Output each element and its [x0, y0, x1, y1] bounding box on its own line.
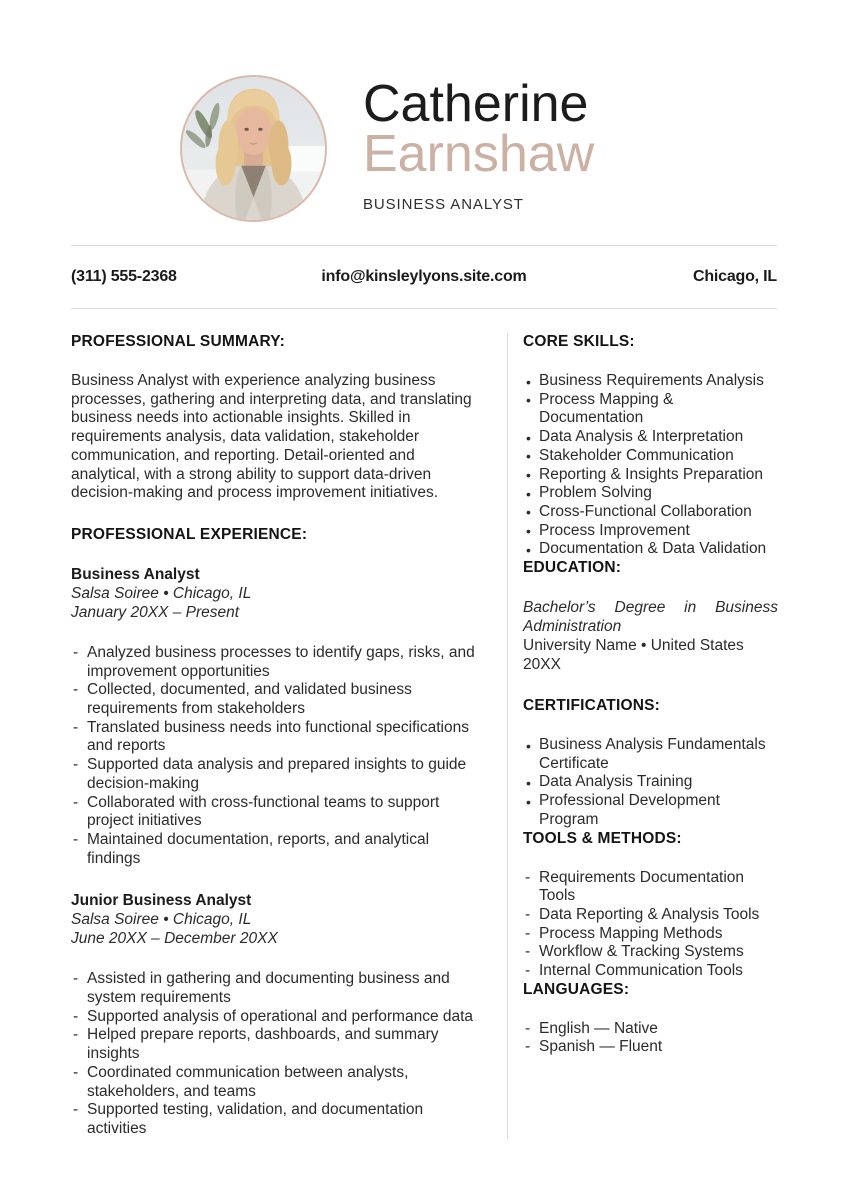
- left-column: [71, 333, 475, 1139]
- certification-item: • Business Analysis Fundamentals Certificate: [523, 736, 778, 773]
- tool-item: - Workflow & Tracking Systems: [523, 943, 778, 962]
- main-content: [71, 309, 778, 1139]
- summary-heading: PROFESSIONAL SUMMARY:: [71, 333, 286, 350]
- education-year: 20XX: [523, 656, 561, 674]
- right-column: [507, 333, 778, 1139]
- core-skills-heading: CORE SKILLS:: [523, 333, 635, 350]
- last-name: Earnshaw: [363, 125, 595, 183]
- job-entry-2: [71, 891, 475, 1138]
- job-bullet: - Maintained documentation, reports, and analytical findings: [71, 831, 475, 868]
- job-bullet: - Helped prepare reports, dashboards, and summary insights: [71, 1026, 475, 1063]
- skill-item: • Process Mapping & Documentation: [523, 391, 778, 428]
- job-bullet: - Supported testing, validation, and documentation activities: [71, 1101, 475, 1138]
- profile-photo: [180, 75, 327, 222]
- phone-number: (311) 555-2368: [71, 268, 177, 285]
- tool-item: - Requirements Documentation Tools: [523, 869, 778, 906]
- education-school: University Name • United States: [523, 637, 744, 655]
- certification-item: • Data Analysis Training: [523, 773, 778, 792]
- job-bullet: - Collected, documented, and validated business requirements from stakeholders: [71, 681, 475, 718]
- tool-item: - Process Mapping Methods: [523, 925, 778, 944]
- summary-text: Business Analyst with experience analyzing business processes, gathering and interpreting data, and translating business needs into actionable insights. Skilled in requirements analysis, data validation, stakeholder communication, and reporting. Detail-oriented and analytical, with a strong ability to support data-driven decision-making and process improvement initiatives.: [71, 372, 472, 502]
- skill-item: • Problem Solving: [523, 484, 778, 503]
- certifications-heading: CERTIFICATIONS:: [523, 697, 661, 715]
- certification-item: • Professional Development Program: [523, 792, 778, 829]
- language-item: - Spanish — Fluent: [523, 1038, 778, 1057]
- portrait-illustration: [182, 77, 325, 220]
- job-bullet: - Supported analysis of operational and performance data: [71, 1008, 475, 1027]
- job-bullet-list: [71, 644, 475, 868]
- name-block: [363, 75, 594, 213]
- skill-item: • Data Analysis & Interpretation: [523, 428, 778, 447]
- job-dates: January 20XX – Present: [71, 603, 240, 621]
- skill-item: • Reporting & Insights Preparation: [523, 466, 778, 485]
- tools-list: [523, 869, 778, 981]
- job-entry-1: [71, 565, 475, 868]
- job-title: Junior Business Analyst: [71, 892, 252, 910]
- skill-item: • Cross-Functional Collaboration: [523, 503, 778, 522]
- job-title: Business Analyst: [71, 565, 200, 583]
- header: [0, 0, 848, 222]
- first-name: Catherine: [363, 75, 589, 133]
- certifications-list: [523, 736, 778, 830]
- tool-item: - Data Reporting & Analysis Tools: [523, 906, 778, 925]
- core-skills-list: [523, 372, 778, 559]
- skill-item: • Documentation & Data Validation: [523, 540, 778, 559]
- language-item: - English — Native: [523, 1020, 778, 1039]
- languages-heading: LANGUAGES:: [523, 980, 630, 998]
- job-company: Salsa Soiree • Chicago, IL: [71, 584, 252, 602]
- location: Chicago, IL: [692, 268, 777, 285]
- tools-heading: TOOLS & METHODS:: [523, 829, 682, 847]
- job-bullet-list: [71, 970, 475, 1138]
- languages-list: [523, 1020, 778, 1057]
- skill-item: • Process Improvement: [523, 522, 778, 541]
- tool-item: - Internal Communication Tools: [523, 962, 778, 981]
- experience-heading: PROFESSIONAL EXPERIENCE:: [71, 525, 308, 543]
- header-job-title: BUSINESS ANALYST: [363, 196, 524, 213]
- skill-item: • Stakeholder Communication: [523, 447, 778, 466]
- skill-item: • Business Requirements Analysis: [523, 372, 778, 391]
- education-degree: Bachelor’s Degree in Business Administration: [523, 599, 778, 636]
- job-bullet: - Analyzed business processes to identify gaps, risks, and improvement opportunities: [71, 644, 475, 681]
- contact-bar: [71, 245, 777, 309]
- job-bullet: - Supported data analysis and prepared insights to guide decision-making: [71, 756, 475, 793]
- job-bullet: - Coordinated communication between analysts, stakeholders, and teams: [71, 1064, 475, 1101]
- job-company: Salsa Soiree • Chicago, IL: [71, 911, 252, 929]
- education-heading: EDUCATION:: [523, 559, 622, 577]
- job-bullet: - Collaborated with cross-functional teams to support project initiatives: [71, 794, 475, 831]
- job-bullet: - Translated business needs into functional specifications and reports: [71, 719, 475, 756]
- job-dates: June 20XX – December 20XX: [71, 930, 278, 948]
- job-bullet: - Assisted in gathering and documenting business and system requirements: [71, 970, 475, 1007]
- email-address: info@kinsleylyons.site.com: [321, 268, 527, 285]
